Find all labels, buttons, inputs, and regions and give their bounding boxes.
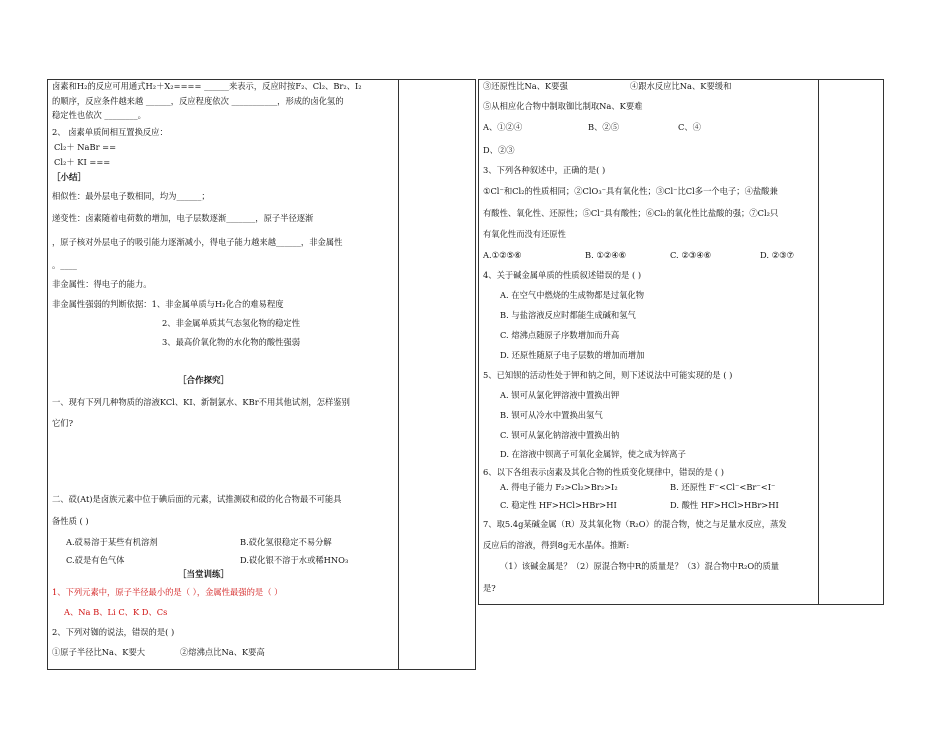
option-c: C、④ (678, 122, 701, 132)
option-a: A、①②④ (483, 122, 523, 132)
option-b: B.砹化氢很稳定不易分解 (240, 537, 332, 547)
question-4: 4、关于碱金属单质的性质叙述错误的是 ( ) (483, 270, 642, 280)
text-line: ①Cl⁻和Cl₂的性质相同；②ClO₃⁻具有氧化性；③Cl⁻比Cl多一个电子；④盐酸兼 (483, 186, 778, 196)
practice-heading: ［当堂训练］ (178, 570, 230, 580)
option-d: D. 在溶液中钡离子可氧化金属锌，使之成为锌离子 (500, 449, 686, 459)
equation-line: Cl₂＋ NaBr == (54, 142, 117, 152)
text-line: 的顺序，反应条件越来越 ______，反应程度依次 ___________，形成的卤化氢的 (52, 96, 344, 106)
option-b: B. 还原性 F⁻<Cl⁻<Br⁻<I⁻ (670, 482, 776, 492)
text-line: 是? (483, 583, 496, 593)
option-a: A.①②⑤⑥ (483, 250, 522, 260)
text-line: 非金属性：得电子的能力。 (52, 279, 152, 289)
option-c: C. 熔沸点随原子序数增加而升高 (500, 330, 620, 340)
statement-3: ③还原性比Na、K要强 (483, 81, 568, 91)
question-5: 5、已知钡的活动性处于钾和钠之间，则下述说法中可能实现的是 ( ) (483, 370, 733, 380)
text-line: 备性质 ( ) (52, 516, 89, 526)
statement-1: ①原子半径比Na、K要大 (52, 647, 146, 657)
text-line: 二、砹(At)是卤族元素中位于碘后面的元素，试推测砹和砹的化合物最不可能具 (52, 494, 342, 504)
option-a: A. 在空气中燃烧的生成物都是过氧化物 (500, 290, 645, 300)
text-line: ，原子核对外层电子的吸引能力逐渐减小，得电子能力越来越______，非金属性 (52, 237, 343, 247)
option-b: B. 钡可从冷水中置换出氢气 (500, 410, 603, 420)
statement-2: ②熔沸点比Na、K要高 (180, 647, 265, 657)
cooperative-heading: ［合作探究］ (178, 376, 230, 386)
text-line: 非金属性强弱的判断依据：1、非金属单质与H₂化合的难易程度 (52, 299, 284, 309)
right-frame-divider (818, 79, 819, 605)
text-line: 相似性：最外层电子数相同，均为______； (52, 191, 210, 201)
text-line: 2、非金属单质其气态氢化物的稳定性 (162, 318, 301, 328)
option-a: A. 得电子能力 F₂>Cl₂>Br₂>I₂ (500, 482, 618, 492)
summary-heading: ［小结］ (52, 173, 87, 183)
section-heading: 2、 卤素单质间相互置换反应： (52, 127, 168, 137)
option-d: D. ②③⑦ (760, 250, 794, 260)
left-frame (47, 79, 476, 670)
question-1: 1、下列元素中，原子半径最小的是（ ），金属性最强的是（ ） (52, 587, 283, 597)
option-b: B. 与盐溶液反应时都能生成碱和氢气 (500, 310, 636, 320)
text-line: 稳定性也依次 ________。 (52, 110, 146, 120)
question-3: 3、下列各种叙述中，正确的是( ) (483, 165, 606, 175)
text-line: 3、最高价氧化物的水化物的酸性强弱 (162, 337, 301, 347)
option-c: C. 钡可从氯化钠溶液中置换出钠 (500, 430, 620, 440)
statement-4: ④跟水反应比Na、K要缓和 (630, 81, 732, 91)
option-a: A.砹易溶于某些有机溶剂 (66, 537, 158, 547)
equation-line: Cl₂＋ KI === (54, 157, 111, 167)
question-1-options: A、Na B、Li C、K D、Cs (64, 607, 168, 617)
left-frame-divider (398, 79, 399, 670)
option-d: D.砹化银不溶于水或稀HNO₃ (240, 555, 349, 565)
text-line: 递变性：卤素随着电荷数的增加，电子层数逐渐_______，原子半径逐渐 (52, 213, 314, 223)
text-line: 有氧化性而没有还原性 (483, 229, 566, 239)
option-a: A. 钡可从氯化钾溶液中置换出钾 (500, 390, 620, 400)
option-c: C. ②③④⑥ (670, 250, 712, 260)
option-b: B. ①②④⑥ (585, 250, 627, 260)
question-7: 7、取5.4g某碱金属（R）及其氧化物（R₂O）的混合物，使之与足量水反应，蒸发 (483, 519, 787, 529)
question-6: 6、以下各组表示卤素及其化合物的性质变化规律中，错误的是 ( ) (483, 467, 725, 477)
text-line: 卤素和H₂的反应可用通式H₂＋X₂==== ______来表示，反应时按F₂、Cl₂、Br₂、I₂ (52, 81, 362, 91)
option-c: C. 稳定性 HF>HCl>HBr>HI (500, 500, 617, 510)
option-d: D. 还原性随原子电子层数的增加而增加 (500, 350, 645, 360)
text-line: 有酸性、氧化性、还原性；⑤Cl⁻具有酸性；⑥Cl₂的氧化性比盐酸的强；⑦Cl₂只 (483, 208, 779, 218)
option-d: D、②③ (483, 145, 515, 155)
text-line: 一、现有下列几种物质的溶液KCl、KI、新制氯水、KBr不用其他试剂，怎样鉴别 (52, 397, 350, 407)
text-line: 。____ (52, 260, 77, 270)
option-c: C.砹是有色气体 (66, 555, 125, 565)
question-2: 2、下列对铷的说法，错误的是( ) (52, 627, 175, 637)
option-d: D. 酸性 HF>HCl>HBr>HI (670, 500, 779, 510)
text-line: 反应后的溶液，得到8g无水晶体。推断: (483, 540, 630, 550)
text-line: 它们? (52, 418, 74, 428)
statement-5: ⑤从相应化合物中制取铷比制取Na、K要难 (483, 101, 643, 111)
option-b: B、②⑤ (588, 122, 619, 132)
text-line: （1）该碱金属是？（2）原混合物中R的质量是？（3）混合物中R₂O的质量 (500, 561, 780, 571)
